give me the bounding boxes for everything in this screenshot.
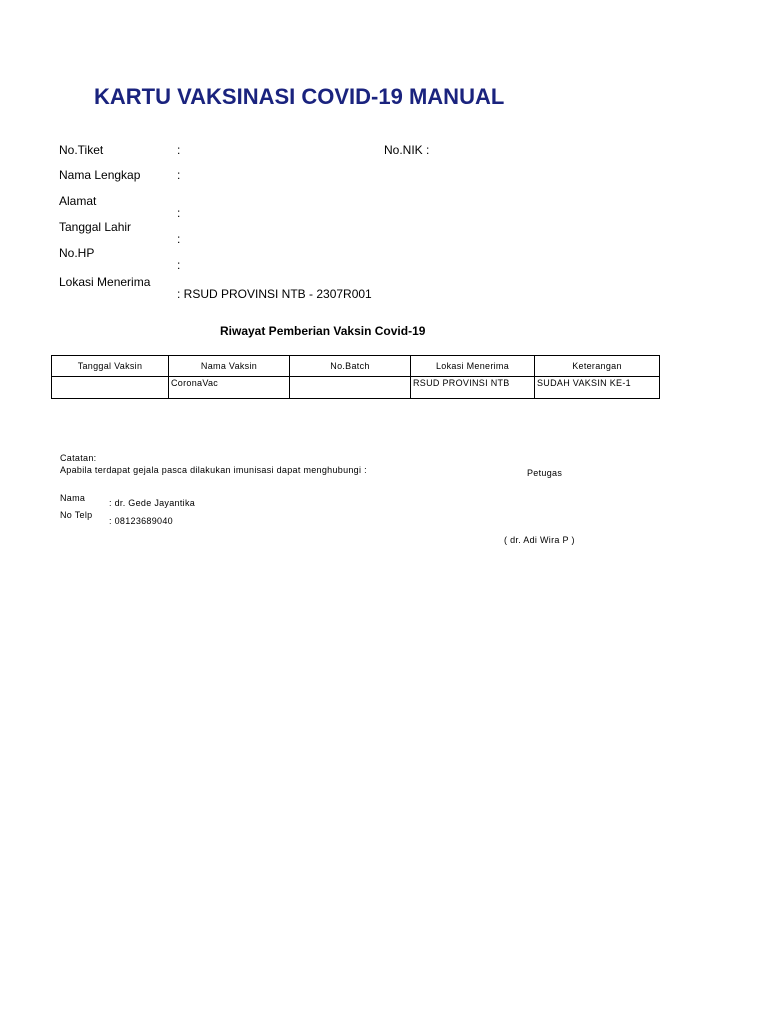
cell-lokasi-menerima: RSUD PROVINSI NTB: [411, 377, 535, 399]
no-tiket-label: No.Tiket: [59, 143, 104, 157]
petugas-name: ( dr. Adi Wira P ): [504, 535, 575, 545]
header-nama-vaksin: Nama Vaksin: [169, 356, 290, 377]
contact-nama-value: : dr. Gede Jayantika: [109, 498, 196, 508]
riwayat-title: Riwayat Pemberian Vaksin Covid-19: [220, 324, 426, 338]
header-tanggal-vaksin: Tanggal Vaksin: [52, 356, 169, 377]
catatan-label: Catatan:: [60, 453, 97, 463]
nama-lengkap-value: :: [177, 168, 181, 182]
tanggal-lahir-value: :: [177, 232, 181, 246]
lokasi-menerima-label: Lokasi Menerima: [59, 275, 151, 289]
page-title: KARTU VAKSINASI COVID-19 MANUAL: [94, 84, 505, 109]
lokasi-menerima-value: : RSUD PROVINSI NTB - 2307R001: [177, 287, 372, 301]
catatan-text: Apabila terdapat gejala pasca dilakukan imunisasi dapat menghubungi :: [60, 465, 367, 475]
cell-keterangan: SUDAH VAKSIN KE-1: [535, 377, 660, 399]
alamat-value: :: [177, 206, 181, 220]
nama-lengkap-label: Nama Lengkap: [59, 168, 141, 182]
table-header-row: [52, 356, 660, 377]
contact-telp-label: No Telp: [60, 510, 93, 520]
alamat-label: Alamat: [59, 194, 97, 208]
contact-nama-label: Nama: [60, 493, 86, 503]
header-lokasi-menerima: Lokasi Menerima: [411, 356, 535, 377]
tanggal-lahir-label: Tanggal Lahir: [59, 220, 132, 234]
cell-tanggal-vaksin: [52, 377, 169, 399]
header-keterangan: Keterangan: [535, 356, 660, 377]
table-row: [52, 377, 660, 399]
contact-telp-value: : 08123689040: [109, 516, 173, 526]
cell-no-batch: [290, 377, 411, 399]
petugas-label: Petugas: [527, 468, 563, 478]
no-hp-label: No.HP: [59, 246, 95, 260]
cell-nama-vaksin: CoronaVac: [169, 377, 290, 399]
no-hp-value: :: [177, 258, 181, 272]
header-no-batch: No.Batch: [290, 356, 411, 377]
no-nik-label: No.NIK :: [384, 143, 430, 157]
no-tiket-value: :: [177, 143, 181, 157]
riwayat-table: [51, 355, 660, 399]
